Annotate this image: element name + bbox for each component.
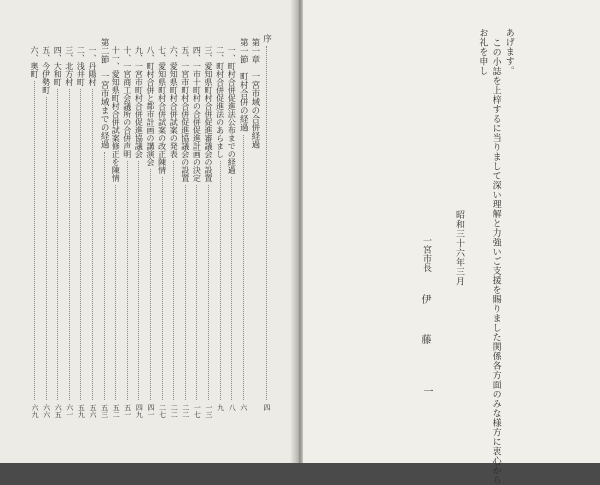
toc-leader-dots [127,161,128,400]
toc-page-number: 六六 [42,404,51,418]
toc-entry-text: 六、奥町 [30,46,39,78]
toc-page-number: 九 [216,404,225,411]
toc-leader-dots [208,185,209,400]
toc-page-number: 二二 [170,404,179,418]
toc-entry-text: 四、大和町 [53,46,63,86]
right-page-preface [303,0,600,485]
toc-entry-text: 六、愛知県町村合併試案の発表 [169,46,179,158]
toc-leader-dots [80,89,81,400]
toc-entry-text: 八、町村合併と都市計画の講演会 [146,46,155,166]
toc-leader-dots [104,152,105,401]
toc-leader-dots [138,161,139,400]
toc-entry-text: 三、北方村 [64,46,74,86]
toc-page-number: 六 [239,404,248,411]
toc-leader-dots [266,46,267,401]
toc-leader-dots [173,161,174,400]
toc-page-number: 五一 [123,404,132,418]
toc-entry-text: 二、町村合併促進法のあらまし [215,46,225,158]
toc-entry-text: 九、一宮市町村合併促進協議会 [134,46,144,158]
toc-page-number: 六五 [54,404,63,418]
left-page-table-of-contents [0,0,297,463]
toc-entry-text: 五、一宮市町村合併促進協議会の設置 [180,46,190,182]
preface-line: あげます。 [503,28,514,76]
toc-entry-text: 十一、愛知県町村合併試案修正を陳情 [111,46,121,182]
preface-date: 昭和三十六年三月 [454,210,464,286]
preface-line: お礼を申し [477,28,488,76]
toc-page-number: 二二 [181,404,190,418]
toc-page-number: 四 [263,404,271,411]
toc-page-number: 五三 [100,404,109,418]
toc-entry-text: 第一節 町村合併の経過 [238,38,249,132]
toc-leader-dots [46,97,47,400]
toc-leader-dots [115,185,116,400]
signature-title: 一宮市長 [421,236,431,272]
toc-entry-text: 五、今伊勢町 [41,46,51,94]
toc-entry-text: 一、丹陽村 [88,46,97,86]
toc-leader-dots [196,185,197,400]
toc-entry-text: 序 [261,34,272,43]
toc-page-number: 四九 [135,404,144,418]
toc-entry-text: 二、浅井町 [76,46,86,86]
toc-entry-text: 十、一宮商工会議所の合併声明 [122,46,132,158]
toc-page-number: 一三 [205,404,213,418]
toc-leader-dots [150,169,151,400]
signature-name-3: 一 [421,386,432,396]
toc-page-number: 四一 [147,404,155,418]
toc-entry-text: 四、一市十町村の合併促進計画の決定 [192,46,202,182]
toc-leader-dots [34,81,35,400]
signature-name-1: 伊 [419,294,430,304]
signature-name-2: 藤 [419,334,430,344]
toc-leader-dots [220,161,221,400]
toc-entry-text: 第二節 一宮市域までの経過 [99,38,110,149]
toc-page-number: 六九 [31,404,39,418]
toc-leader-dots [57,89,58,400]
toc-page-number: 一七 [193,404,202,418]
toc-page-number: 八 [228,404,237,411]
toc-entry-text: 一、町村合併促進法公布までの経過 [227,46,237,174]
toc-page-number: 五六 [89,404,97,418]
toc-page-number: 六一 [65,404,74,418]
toc-page-number: 五二 [112,404,121,418]
toc-entry-text: 七、愛知県町村合併試案の改正陳情 [157,46,167,174]
toc-leader-dots [243,135,244,401]
toc-leader-dots [69,89,70,400]
toc-leader-dots [162,177,163,400]
preface-line: この小誌を上梓するに当りまして深い理解と力強いご支援を賜りました関係各方面のみな様方に衷心から [490,38,501,485]
toc-entry-text: 第一章 一宮市域の合併経過 [249,38,260,149]
toc-page-number: 五九 [77,404,86,418]
toc-entry-text: 三、愛知県町村合併促進審議会の設置 [204,46,213,182]
toc-leader-dots [231,177,232,400]
toc-leader-dots [185,185,186,400]
toc-page-number: 二七 [158,404,167,418]
toc-leader-dots [92,89,93,400]
